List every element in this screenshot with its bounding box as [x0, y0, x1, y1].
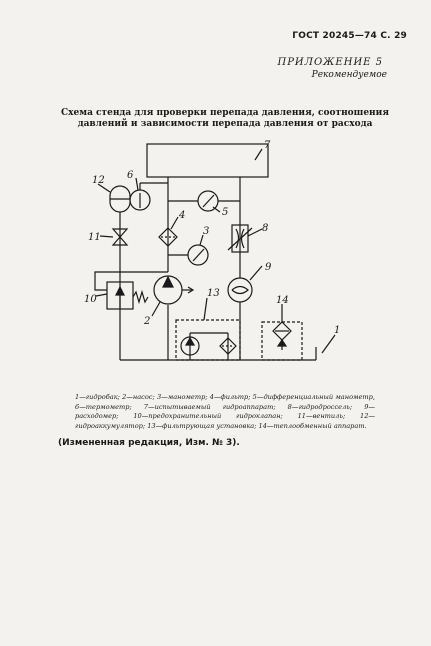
- standard-header: ГОСТ 20245—74 С. 29: [292, 31, 407, 41]
- figure-title-line2: давлений и зависимости перепада давления от расхода: [77, 119, 373, 129]
- label-7: 7: [264, 140, 271, 151]
- label-11: 11: [88, 232, 101, 243]
- label-5: 5: [222, 207, 229, 218]
- label-12: 12: [92, 175, 105, 186]
- label-9: 9: [265, 262, 272, 273]
- label-1: 1: [334, 325, 341, 336]
- figure-legend: 1—гидробак; 2—насос; 3—манометр; 4—фильтр; 5—дифференциальный манометр, 6—термометр; 7—испытываемый гидроаппарат; 8—гидродроссель; 9—расходомер; 10—предохранительный гидроклапан; 11—вентиль; 12—гидроаккумулятор; 13—фильтрующая установка; 14—теплообменный аппарат.: [75, 393, 375, 430]
- appendix-label: ПРИЛОЖЕНИЕ 5: [277, 57, 383, 68]
- test-device-box: [147, 144, 268, 177]
- label-8: 8: [262, 223, 269, 234]
- label-14: 14: [276, 295, 289, 306]
- label-10: 10: [84, 294, 97, 305]
- figure-title-line1: Схема стенда для проверки перепада давления, соотношения: [61, 108, 389, 118]
- label-3: 3: [203, 226, 210, 237]
- label-2: 2: [144, 316, 151, 327]
- edition-note: (Измененная редакция, Изм. № 3).: [58, 438, 240, 448]
- label-4: 4: [179, 210, 186, 221]
- appendix-status: Рекомендуемое: [311, 70, 387, 80]
- label-13: 13: [207, 288, 220, 299]
- label-6: 6: [127, 170, 134, 181]
